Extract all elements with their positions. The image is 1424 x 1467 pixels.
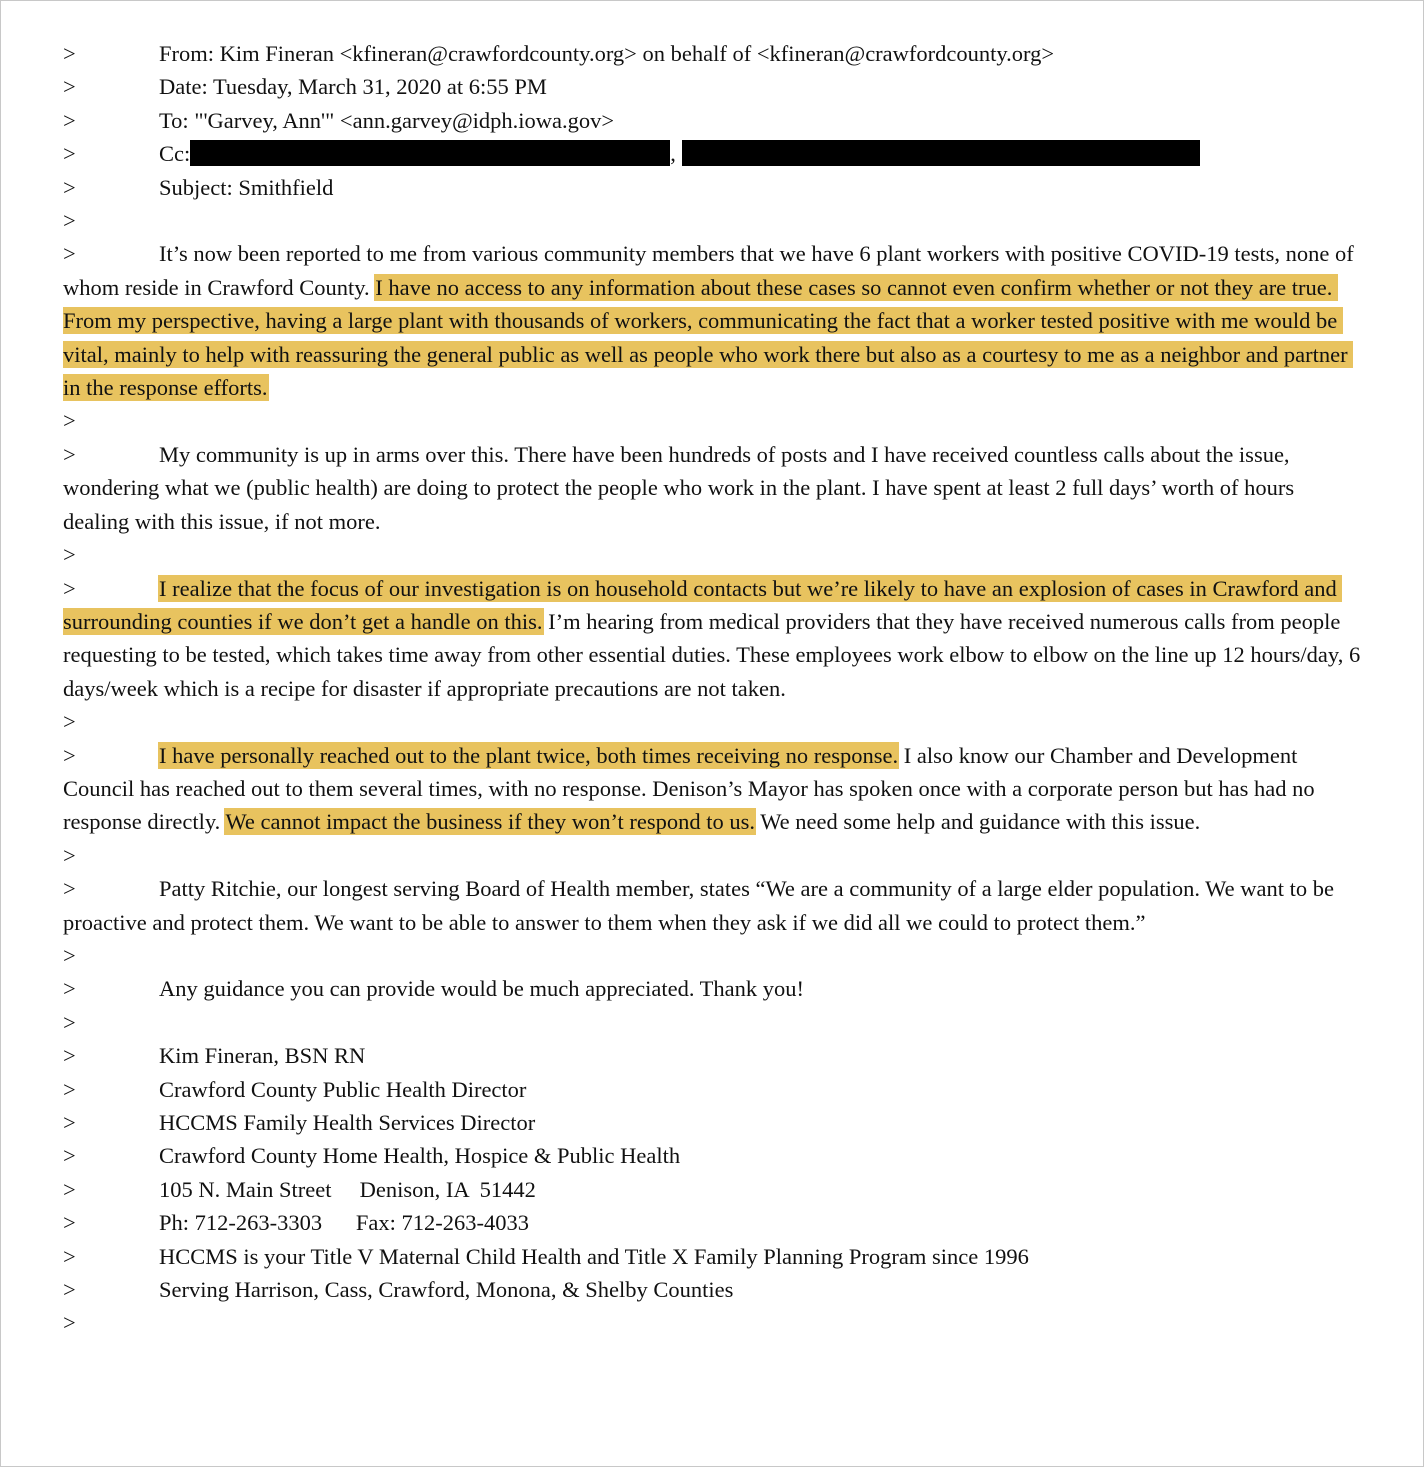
quote-marker: > xyxy=(63,542,76,568)
header-date-value: Tuesday, March 31, 2020 at 6:55 PM xyxy=(212,74,547,100)
paragraph-4 xyxy=(63,739,1363,839)
paragraph-6-text: Any guidance you can provide would be much appreciated. Thank you! xyxy=(159,976,805,1002)
header-cc-label: Cc: xyxy=(159,141,191,167)
quote-marker: > xyxy=(63,1243,76,1269)
paragraph-2-text: My community is up in arms over this. There have been hundreds of posts and I have received countless calls about the issue, wondering what we (public health) are doing to protect the people who work in the plant. I have spent at least 2 full days’ worth of hours dealing with this issue, if not more. xyxy=(63,441,1300,534)
blank-quote-line xyxy=(63,404,1363,437)
quote-marker: > xyxy=(63,1043,76,1069)
email-quoted-body xyxy=(63,37,1366,1340)
quote-marker: > xyxy=(63,1009,76,1035)
header-subject-line xyxy=(63,171,1363,204)
blank-quote-line xyxy=(63,1006,1363,1039)
redaction-block-2 xyxy=(682,140,1200,166)
header-cc-line xyxy=(63,137,1363,170)
paragraph-5-text: Patty Ritchie, our longest serving Board of Health member, states “We are a community of a large elder population. We want to be proactive and protect them. We want to be able to answer to them when they ask if we did all we could to protect them.” xyxy=(63,876,1340,935)
quote-marker: > xyxy=(63,742,76,768)
signature-text: Crawford County Home Health, Hospice & Public Health xyxy=(159,1143,681,1169)
quote-marker: > xyxy=(63,441,76,467)
header-date-line xyxy=(63,70,1363,103)
blank-quote-line xyxy=(63,939,1363,972)
quote-marker: > xyxy=(63,408,76,434)
quote-marker: > xyxy=(63,842,76,868)
paragraph-1-text: It’s now been reported to me from various community members that we have 6 plant workers with positive COVID-19 tests, none of whom reside in Crawford County. xyxy=(63,241,1360,300)
header-from-value: Kim Fineran <kfineran@crawfordcounty.org> on behalf of <kfineran@crawfordcounty.org> xyxy=(219,41,1055,66)
quote-marker: > xyxy=(63,1076,76,1102)
quote-marker: > xyxy=(63,1210,76,1236)
signature-text: Ph: 712-263-3303 Fax: 712-263-4033 xyxy=(159,1210,529,1236)
signature-line xyxy=(63,1240,1363,1273)
signature-text: HCCMS is your Title V Maternal Child Health and Title X Family Planning Program since 1996 xyxy=(159,1243,1029,1269)
header-cc-separator: , xyxy=(670,141,676,167)
blank-quote-line xyxy=(63,538,1363,571)
signature-text: Serving Harrison, Cass, Crawford, Monona, & Shelby Counties xyxy=(159,1277,734,1303)
signature-line xyxy=(63,1106,1363,1139)
quote-marker: > xyxy=(63,74,76,100)
highlight-3: I have personally reached out to the plant twice, both times receiving no response. xyxy=(159,742,899,768)
signature-line xyxy=(63,1173,1363,1206)
highlight-4: We cannot impact the business if they won’t respond to us. xyxy=(225,809,756,835)
header-date-label: Date: xyxy=(159,74,208,100)
signature-text: Crawford County Public Health Director xyxy=(159,1076,527,1102)
quote-marker: > xyxy=(63,41,76,66)
signature-line xyxy=(63,1139,1363,1172)
signature-line xyxy=(63,1206,1363,1239)
header-from-label: From: xyxy=(159,41,215,66)
quote-marker: > xyxy=(63,1110,76,1135)
paragraph-1 xyxy=(63,237,1363,404)
quote-marker: > xyxy=(63,141,76,167)
highlight-2: I realize that the focus of our investigation is on household contacts but we’re likely to have an explosion of cases in Crawford and surrounding counties if we don’t get a handle on this. xyxy=(63,575,1343,634)
paragraph-5 xyxy=(63,872,1363,939)
signature-text: Kim Fineran, BSN RN xyxy=(159,1043,366,1069)
paragraph-3 xyxy=(63,572,1366,706)
quote-marker: > xyxy=(63,976,76,1002)
paragraph-3-text: I’m hearing from medical providers that they have received numerous calls from people requesting to be tested, which takes time away from other essential duties. These employees work elbow to elbow on the line up 12 hours/day, 6 days/week which is a recipe for disaster if appropriate precautions are not taken. xyxy=(63,608,1366,701)
quote-marker: > xyxy=(63,876,76,902)
signature-line xyxy=(63,1073,1363,1106)
quote-marker: > xyxy=(63,575,76,601)
header-subject-value: Smithfield xyxy=(238,174,334,200)
signature-line xyxy=(63,1039,1363,1072)
paragraph-2 xyxy=(63,438,1363,538)
quote-marker: > xyxy=(63,241,76,267)
blank-quote-line xyxy=(63,839,1363,872)
header-from-line xyxy=(63,37,1363,70)
paragraph-4-end: We need some help and guidance with this issue. xyxy=(755,809,1201,835)
quote-marker: > xyxy=(63,1310,76,1336)
quote-marker: > xyxy=(63,1176,76,1202)
quote-marker: > xyxy=(63,1277,76,1303)
quote-marker: > xyxy=(63,1143,76,1169)
quote-marker: > xyxy=(63,107,76,133)
header-to-value: "'Garvey, Ann'" <ann.garvey@idph.iowa.gov> xyxy=(194,107,615,133)
header-subject-label: Subject: xyxy=(159,174,233,200)
blank-quote-line xyxy=(63,705,1363,738)
redaction-block-1 xyxy=(190,140,670,166)
signature-text: 105 N. Main Street Denison, IA 51442 xyxy=(159,1176,536,1202)
quote-marker: > xyxy=(63,174,76,200)
signature-line xyxy=(63,1273,1363,1306)
header-to-label: To: xyxy=(159,107,189,133)
blank-quote-line xyxy=(63,204,1363,237)
quote-marker: > xyxy=(63,208,76,234)
paragraph-6 xyxy=(63,972,1363,1005)
blank-quote-line xyxy=(63,1306,1363,1339)
highlight-1: I have no access to any information about these cases so cannot even confirm whether or not they are true. From my perspective, having a large plant with thousands of workers, communicating the fact that a worker tested positive with me would be vital, mainly to help with reassuring the general public as well as people who work there but also as a courtesy to me as a neighbor and partner in the response efforts. xyxy=(63,274,1354,401)
signature-text: HCCMS Family Health Services Director xyxy=(159,1110,536,1135)
quote-marker: > xyxy=(63,709,76,735)
quote-marker: > xyxy=(63,942,76,968)
header-to-line xyxy=(63,104,1363,137)
paragraph-4-mid: I also know our Chamber and Development Council has reached out to them several times, with no response. Denison’s Mayor has spoken once with a corporate person but has had no response directly. xyxy=(63,742,1321,835)
